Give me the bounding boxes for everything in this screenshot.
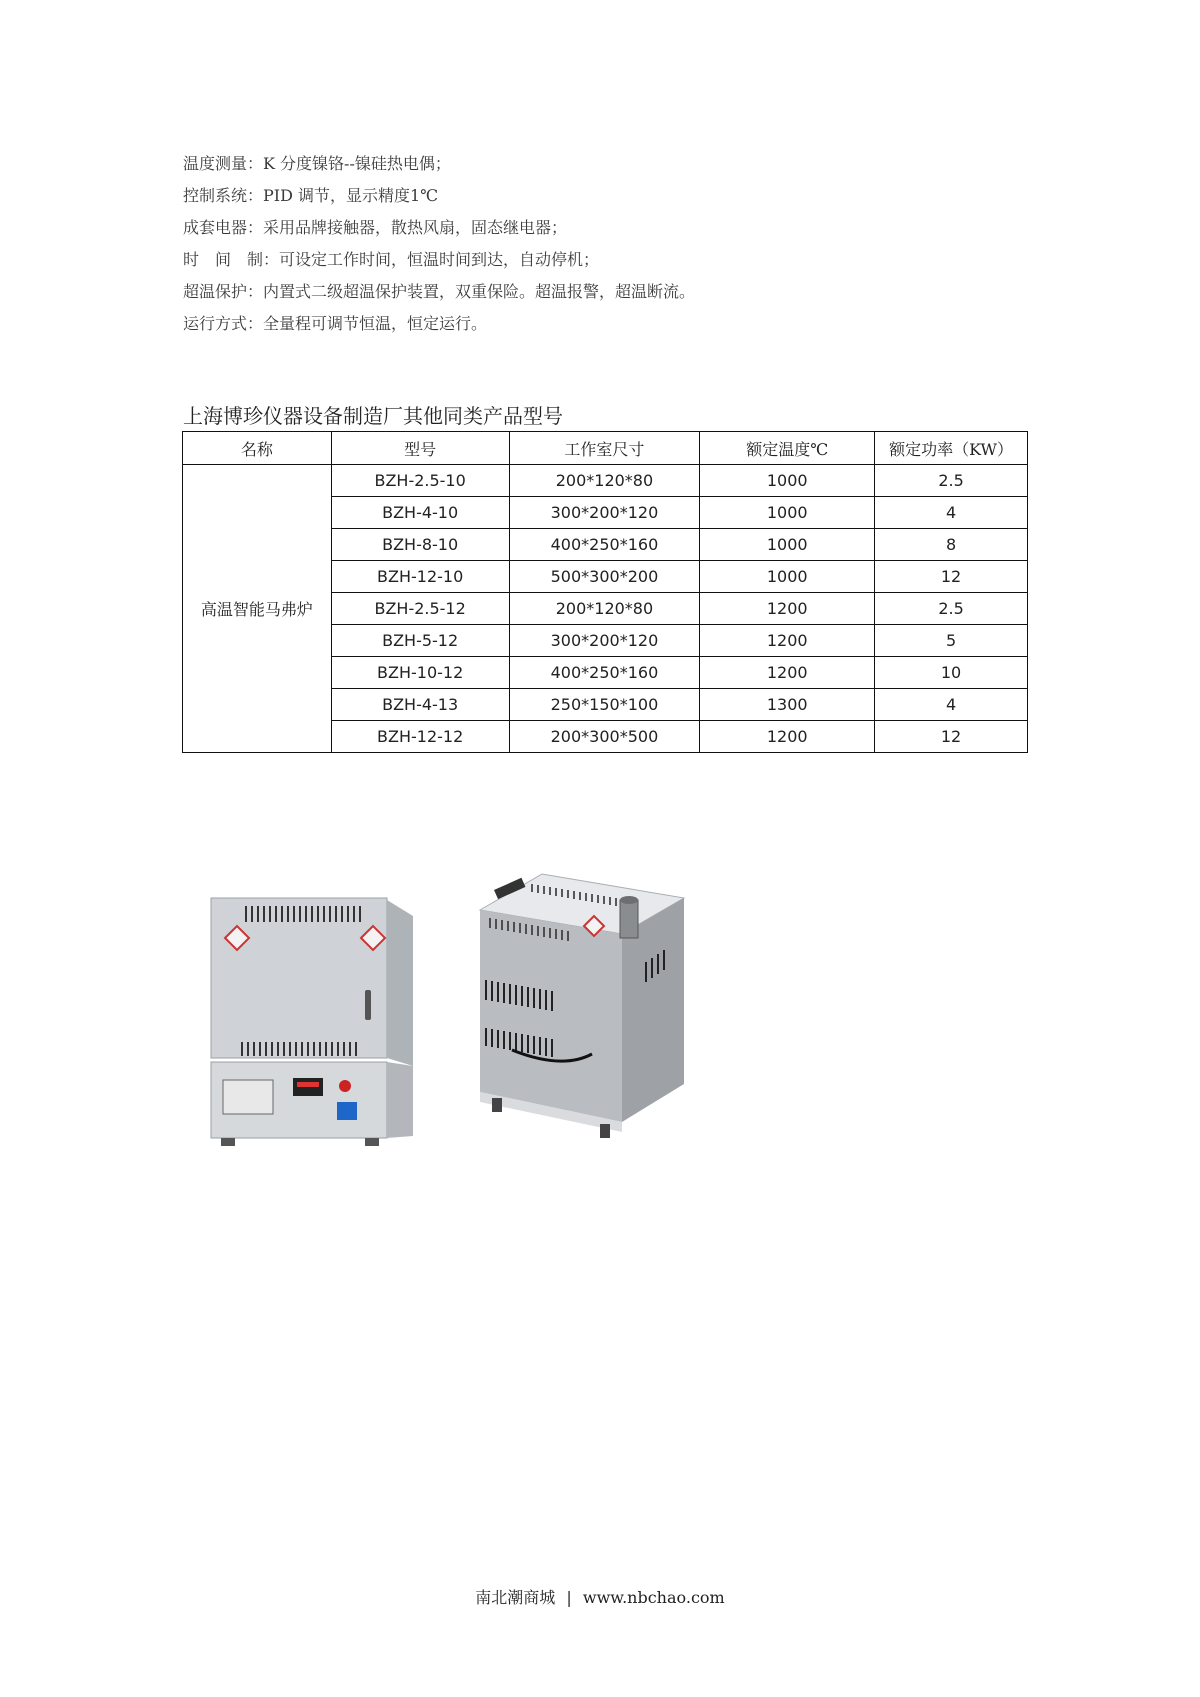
rated-power-cell: 2.5 xyxy=(875,465,1028,497)
header-rated-power: 额定功率（KW） xyxy=(875,432,1028,465)
table-body xyxy=(183,465,1028,753)
footer-separator: | xyxy=(566,1588,572,1607)
footer-site-name: 南北潮商城 xyxy=(475,1588,556,1607)
rated-temperature-cell: 1200 xyxy=(700,625,875,657)
chamber-size-cell: 200*300*500 xyxy=(509,721,700,753)
spec-temperature-measurement: 温度测量：K 分度镍铬--镍硅热电偶； xyxy=(183,154,451,173)
rated-temperature-cell: 1200 xyxy=(700,593,875,625)
model-cell: BZH-10-12 xyxy=(331,657,509,689)
chamber-size-cell: 400*250*160 xyxy=(509,657,700,689)
spec-electrical: 成套电器：采用品牌接触器，散热风扇，固态继电器； xyxy=(183,218,568,237)
rated-power-cell: 5 xyxy=(875,625,1028,657)
rated-power-cell: 8 xyxy=(875,529,1028,561)
chamber-size-cell: 300*200*120 xyxy=(509,497,700,529)
header-chamber-size: 工作室尺寸 xyxy=(509,432,700,465)
model-table xyxy=(182,431,1028,753)
spec-control-system: 控制系统：PID 调节，显示精度1℃ xyxy=(183,186,439,205)
chamber-size-cell: 200*120*80 xyxy=(509,465,700,497)
chamber-size-cell: 500*300*200 xyxy=(509,561,700,593)
model-cell: BZH-5-12 xyxy=(331,625,509,657)
rated-temperature-cell: 1000 xyxy=(700,497,875,529)
furnace-top-photo xyxy=(472,870,687,1152)
spec-overheat-protection: 超温保护：内置式二级超温保护装置，双重保险。超温报警，超温断流。 xyxy=(183,282,696,301)
header-rated-temperature: 额定温度℃ xyxy=(700,432,875,465)
header-name: 名称 xyxy=(183,432,332,465)
rated-power-cell: 4 xyxy=(875,497,1028,529)
chamber-size-cell: 250*150*100 xyxy=(509,689,700,721)
model-cell: BZH-12-12 xyxy=(331,721,509,753)
rated-power-cell: 12 xyxy=(875,721,1028,753)
model-cell: BZH-4-10 xyxy=(331,497,509,529)
spec-list xyxy=(183,148,695,340)
chamber-size-cell: 300*200*120 xyxy=(509,625,700,657)
spec-operation-mode: 运行方式：全量程可调节恒温，恒定运行。 xyxy=(183,314,488,333)
rated-power-cell: 2.5 xyxy=(875,593,1028,625)
table-title: 上海博珍仪器设备制造厂其他同类产品型号 xyxy=(183,404,563,428)
furnace-front-photo xyxy=(205,890,420,1148)
table-header-row xyxy=(183,432,1028,465)
rated-temperature-cell: 1200 xyxy=(700,657,875,689)
rated-power-cell: 4 xyxy=(875,689,1028,721)
rated-temperature-cell: 1000 xyxy=(700,561,875,593)
model-cell: BZH-2.5-12 xyxy=(331,593,509,625)
rated-power-cell: 10 xyxy=(875,657,1028,689)
rated-power-cell: 12 xyxy=(875,561,1028,593)
spec-timer: 时 间 制：可设定工作时间，恒温时间到达，自动停机； xyxy=(183,250,600,269)
table-row xyxy=(183,465,1028,497)
rated-temperature-cell: 1200 xyxy=(700,721,875,753)
model-cell: BZH-4-13 xyxy=(331,689,509,721)
header-model: 型号 xyxy=(331,432,509,465)
rated-temperature-cell: 1300 xyxy=(700,689,875,721)
product-name-cell: 高温智能马弗炉 xyxy=(183,465,332,753)
model-cell: BZH-2.5-10 xyxy=(331,465,509,497)
chamber-size-cell: 400*250*160 xyxy=(509,529,700,561)
model-cell: BZH-12-10 xyxy=(331,561,509,593)
rated-temperature-cell: 1000 xyxy=(700,465,875,497)
footer-url-link[interactable]: www.nbchao.com xyxy=(582,1588,725,1607)
page-footer xyxy=(0,1585,1200,1608)
chamber-size-cell: 200*120*80 xyxy=(509,593,700,625)
rated-temperature-cell: 1000 xyxy=(700,529,875,561)
model-cell: BZH-8-10 xyxy=(331,529,509,561)
